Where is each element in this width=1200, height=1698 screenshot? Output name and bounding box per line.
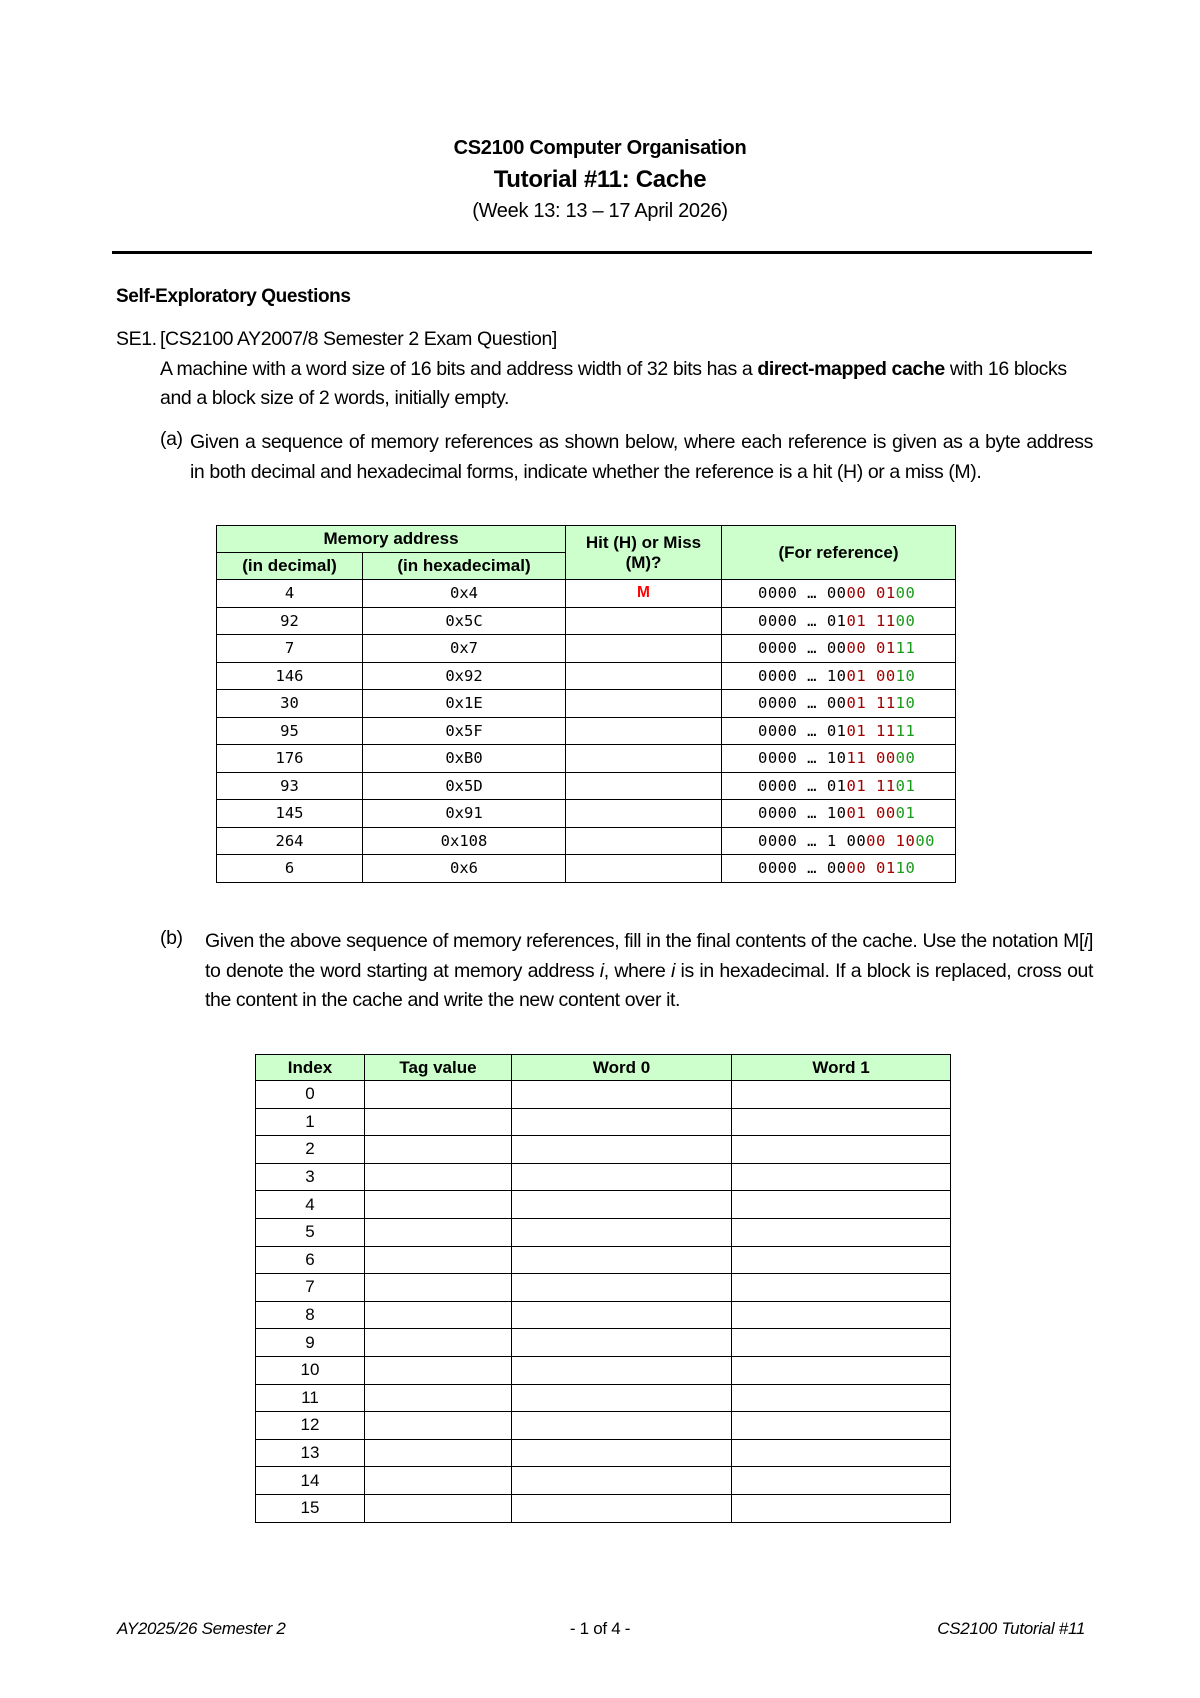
footer-semester: AY2025/26 Semester 2: [117, 1619, 286, 1638]
tutorial-title: Tutorial #11: Cache: [493, 166, 707, 193]
tag-value-cell[interactable]: [365, 1163, 512, 1191]
part-b-var: i: [1084, 930, 1088, 952]
word1-cell[interactable]: [732, 1356, 951, 1384]
reference-row: [217, 635, 956, 663]
for-reference-header: (For reference): [722, 526, 956, 580]
word1-cell[interactable]: [732, 1467, 951, 1495]
binary-reference-cell: [722, 855, 956, 883]
word0-cell[interactable]: [512, 1218, 732, 1246]
bits-offset: 01: [895, 804, 916, 823]
tag-value-cell[interactable]: [365, 1274, 512, 1302]
reference-row: [217, 745, 956, 773]
cache-row: [256, 1329, 951, 1357]
cache-row: [256, 1246, 951, 1274]
index-cell: 8: [256, 1301, 365, 1329]
index-cell: 7: [256, 1274, 365, 1302]
binary-reference-cell: [722, 800, 956, 828]
bits-tag: 0000 … 1 00: [758, 831, 867, 850]
word0-header: Word 0: [512, 1055, 732, 1081]
part-a-text: Given a sequence of memory references as shown below, where each reference is given as a byte address in both decimal and hexadecimal forms, indicate whether the reference is a hit (H) or a miss (M).: [190, 431, 1093, 483]
word0-cell[interactable]: [512, 1301, 732, 1329]
bits-index: 11 00: [846, 749, 896, 768]
word1-cell[interactable]: [732, 1301, 951, 1329]
reference-row: [217, 800, 956, 828]
decimal-cell: 30: [217, 690, 363, 718]
index-cell: 3: [256, 1163, 365, 1191]
bits-offset: 10: [895, 859, 916, 878]
hex-cell: 0x92: [363, 662, 566, 690]
index-cell: 2: [256, 1136, 365, 1164]
cache-row: [256, 1136, 951, 1164]
word0-cell[interactable]: [512, 1439, 732, 1467]
hit-miss-cell[interactable]: [566, 745, 722, 773]
tag-value-cell[interactable]: [365, 1108, 512, 1136]
binary-reference-cell: [722, 635, 956, 663]
tag-value-cell[interactable]: [365, 1218, 512, 1246]
bits-tag: 0000 … 00: [758, 694, 847, 713]
footer-tutorial: CS2100 Tutorial #11: [937, 1619, 1085, 1638]
bits-index: 01 11: [846, 776, 896, 795]
bits-offset: 01: [895, 776, 916, 795]
decimal-cell: 145: [217, 800, 363, 828]
binary-reference-cell: [722, 745, 956, 773]
question-number: SE1.: [116, 328, 157, 350]
part-b-var: i: [671, 959, 675, 982]
header-divider: [112, 251, 1092, 254]
bits-index: 01 11: [846, 721, 896, 740]
tag-value-cell[interactable]: [365, 1356, 512, 1384]
index-cell: 13: [256, 1439, 365, 1467]
bits-index: 00 01: [846, 584, 896, 603]
intro-text-end: with 16 blocks and a block size of 2 words, initially empty.: [160, 358, 1067, 409]
reference-row: [217, 662, 956, 690]
bits-offset: 00: [895, 584, 916, 603]
decimal-cell: 93: [217, 772, 363, 800]
cache-contents-table: [255, 1054, 951, 1523]
word1-cell[interactable]: [732, 1329, 951, 1357]
bits-index: 01 11: [846, 611, 896, 630]
hit-miss-cell[interactable]: M: [566, 580, 722, 608]
bits-tag: 0000 … 00: [758, 639, 847, 658]
bits-tag: 0000 … 01: [758, 776, 847, 795]
hex-cell: 0x91: [363, 800, 566, 828]
decimal-cell: 92: [217, 607, 363, 635]
bits-tag: 0000 … 01: [758, 611, 847, 630]
decimal-cell: 146: [217, 662, 363, 690]
word0-cell[interactable]: [512, 1412, 732, 1440]
hex-cell: 0x108: [363, 827, 566, 855]
word1-cell[interactable]: [732, 1439, 951, 1467]
part-b-text-4: is in hexadecimal. If a block is replaced, cross out the content in the cache and write the new content over it.: [205, 959, 1093, 1011]
hit-miss-cell[interactable]: [566, 690, 722, 718]
question-intro: [160, 355, 1093, 413]
bits-offset: 00: [895, 611, 916, 630]
cache-row: [256, 1218, 951, 1246]
reference-row: [217, 855, 956, 883]
cache-row: [256, 1356, 951, 1384]
index-cell: 5: [256, 1218, 365, 1246]
hit-miss-header: Hit (H) or Miss (M)?: [566, 526, 722, 580]
index-cell: 6: [256, 1246, 365, 1274]
word0-cell[interactable]: [512, 1108, 732, 1136]
hex-cell: 0x1E: [363, 690, 566, 718]
tag-value-cell[interactable]: [365, 1301, 512, 1329]
index-cell: 1: [256, 1108, 365, 1136]
index-cell: 11: [256, 1384, 365, 1412]
part-b-text-1: Given the above sequence of memory references, fill in the final contents of the cache. Use the notation M[: [205, 930, 1085, 952]
hit-miss-cell[interactable]: [566, 662, 722, 690]
memory-reference-table: [216, 525, 956, 883]
hex-cell: 0x6: [363, 855, 566, 883]
word0-cell[interactable]: [512, 1081, 732, 1109]
tag-value-cell[interactable]: [365, 1494, 512, 1522]
part-b-text: [205, 927, 1093, 1016]
hit-miss-cell[interactable]: [566, 635, 722, 663]
word0-cell[interactable]: [512, 1274, 732, 1302]
index-cell: 15: [256, 1494, 365, 1522]
week-subtitle: (Week 13: 13 – 17 April 2026): [472, 200, 728, 222]
binary-reference-cell: [722, 662, 956, 690]
cache-row: [256, 1384, 951, 1412]
word1-cell[interactable]: [732, 1108, 951, 1136]
bits-offset: 11: [895, 639, 916, 658]
hex-cell: 0x4: [363, 580, 566, 608]
part-b-var: i: [599, 959, 604, 982]
index-cell: 9: [256, 1329, 365, 1357]
hit-miss-cell[interactable]: [566, 855, 722, 883]
binary-reference-cell: [722, 827, 956, 855]
bits-index: 00 10: [866, 831, 916, 850]
binary-reference-cell: [722, 690, 956, 718]
hex-cell: 0x5D: [363, 772, 566, 800]
word0-cell[interactable]: [512, 1329, 732, 1357]
tag-value-cell[interactable]: [365, 1467, 512, 1495]
footer-page-number: - 1 of 4 -: [569, 1619, 631, 1638]
section-title: Self-Exploratory Questions: [116, 286, 351, 307]
tag-value-cell[interactable]: [365, 1191, 512, 1219]
bits-index: 01 00: [846, 666, 896, 685]
bits-tag: 0000 … 01: [758, 721, 847, 740]
tag-value-cell[interactable]: [365, 1136, 512, 1164]
hex-cell: 0x5C: [363, 607, 566, 635]
word1-cell[interactable]: [732, 1274, 951, 1302]
index-cell: 4: [256, 1191, 365, 1219]
word0-cell[interactable]: [512, 1246, 732, 1274]
bits-offset: 00: [895, 749, 916, 768]
intro-bold: direct-mapped cache: [757, 358, 945, 380]
decimal-cell: 176: [217, 745, 363, 773]
index-cell: 14: [256, 1467, 365, 1495]
hit-miss-cell[interactable]: [566, 607, 722, 635]
word1-cell[interactable]: [732, 1163, 951, 1191]
cache-row: [256, 1439, 951, 1467]
index-cell: 0: [256, 1081, 365, 1109]
bits-offset: 10: [895, 694, 916, 713]
decimal-cell: 4: [217, 580, 363, 608]
cache-row: [256, 1467, 951, 1495]
cache-row: [256, 1412, 951, 1440]
course-title: CS2100 Computer Organisation: [453, 137, 747, 159]
word0-cell[interactable]: [512, 1494, 732, 1522]
decimal-cell: 264: [217, 827, 363, 855]
word0-cell[interactable]: [512, 1163, 732, 1191]
part-b-text-2: ] to denote the word starting at memory address: [205, 930, 1093, 982]
cache-row: [256, 1191, 951, 1219]
tag-value-header: Tag value: [365, 1055, 512, 1081]
part-b-text-3: , where: [603, 959, 672, 982]
cache-row: [256, 1274, 951, 1302]
tag-value-cell[interactable]: [365, 1246, 512, 1274]
word1-cell[interactable]: [732, 1218, 951, 1246]
reference-row: [217, 717, 956, 745]
tag-value-cell[interactable]: [365, 1329, 512, 1357]
decimal-cell: 95: [217, 717, 363, 745]
reference-row: [217, 690, 956, 718]
binary-reference-cell: [722, 580, 956, 608]
word1-cell[interactable]: [732, 1191, 951, 1219]
hex-cell: 0x7: [363, 635, 566, 663]
reference-row: [217, 772, 956, 800]
bits-tag: 0000 … 10: [758, 749, 847, 768]
bits-index: 01 11: [846, 694, 896, 713]
word1-cell[interactable]: [732, 1412, 951, 1440]
reference-row: [217, 827, 956, 855]
tag-value-cell[interactable]: [365, 1412, 512, 1440]
bits-tag: 0000 … 10: [758, 666, 847, 685]
cache-row: [256, 1163, 951, 1191]
index-header: Index: [256, 1055, 365, 1081]
word1-header: Word 1: [732, 1055, 951, 1081]
hex-header: (in hexadecimal): [363, 553, 566, 580]
cache-row: [256, 1301, 951, 1329]
tag-value-cell[interactable]: [365, 1384, 512, 1412]
decimal-cell: 6: [217, 855, 363, 883]
word1-cell[interactable]: [732, 1081, 951, 1109]
word1-cell[interactable]: [732, 1136, 951, 1164]
hit-miss-cell[interactable]: [566, 717, 722, 745]
word1-cell[interactable]: [732, 1494, 951, 1522]
bits-index: 01 00: [846, 804, 896, 823]
hit-miss-cell[interactable]: [566, 827, 722, 855]
question-source: [CS2100 AY2007/8 Semester 2 Exam Question]: [160, 328, 557, 350]
reference-row: [217, 580, 956, 608]
hit-miss-cell[interactable]: [566, 800, 722, 828]
index-cell: 10: [256, 1356, 365, 1384]
bits-tag: 0000 … 00: [758, 584, 847, 603]
word1-cell[interactable]: [732, 1384, 951, 1412]
word0-cell[interactable]: [512, 1384, 732, 1412]
part-b-label: (b): [160, 927, 183, 949]
intro-text: A machine with a word size of 16 bits and address width of 32 bits has a: [160, 358, 758, 380]
part-a-label: (a): [160, 428, 183, 450]
binary-reference-cell: [722, 607, 956, 635]
reference-row: [217, 607, 956, 635]
cache-row: [256, 1108, 951, 1136]
hit-miss-cell[interactable]: [566, 772, 722, 800]
memory-address-header: Memory address: [217, 526, 566, 553]
cache-row: [256, 1494, 951, 1522]
word1-cell[interactable]: [732, 1246, 951, 1274]
binary-reference-cell: [722, 772, 956, 800]
bits-tag: 0000 … 10: [758, 804, 847, 823]
bits-index: 00 01: [846, 859, 896, 878]
hex-cell: 0x5F: [363, 717, 566, 745]
tag-value-cell[interactable]: [365, 1081, 512, 1109]
decimal-header: (in decimal): [217, 553, 363, 580]
bits-offset: 00: [915, 831, 935, 850]
word0-cell[interactable]: [512, 1191, 732, 1219]
index-cell: 12: [256, 1412, 365, 1440]
bits-offset: 10: [895, 666, 916, 685]
bits-offset: 11: [895, 721, 916, 740]
word0-cell[interactable]: [512, 1356, 732, 1384]
cache-row: [256, 1081, 951, 1109]
word0-cell[interactable]: [512, 1136, 732, 1164]
tag-value-cell[interactable]: [365, 1439, 512, 1467]
hex-cell: 0xB0: [363, 745, 566, 773]
bits-tag: 0000 … 00: [758, 859, 847, 878]
word0-cell[interactable]: [512, 1467, 732, 1495]
decimal-cell: 7: [217, 635, 363, 663]
binary-reference-cell: [722, 717, 956, 745]
bits-index: 00 01: [846, 639, 896, 658]
